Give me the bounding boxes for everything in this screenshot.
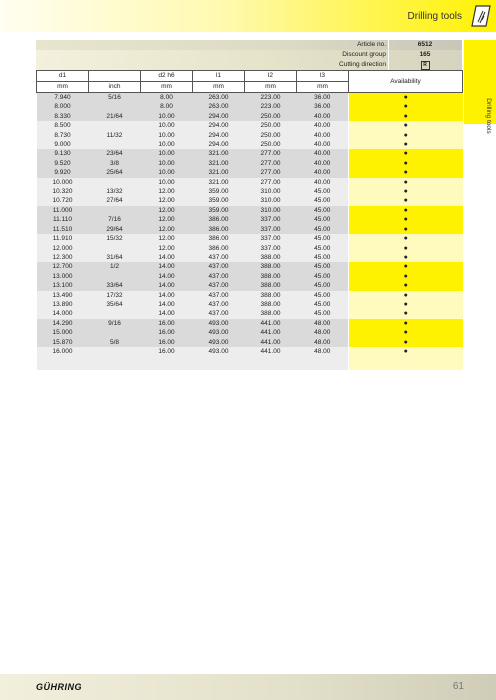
table-cell: 359.00: [193, 206, 245, 215]
table-cell: 40.00: [297, 168, 349, 177]
table-cell: 223.00: [245, 102, 297, 111]
unit-l2: mm: [245, 82, 297, 93]
table-cell: 10.00: [141, 168, 193, 177]
col-header-d2: d2 h6: [141, 71, 193, 82]
availability-dot-icon: ●: [403, 310, 408, 318]
cutting-row: [36, 60, 462, 70]
availability-dot-icon: ●: [403, 253, 408, 261]
availability-dot-icon: ●: [403, 169, 408, 177]
availability-cell: [349, 178, 463, 187]
table-row: [37, 159, 463, 168]
table-cell: 10.320: [37, 187, 89, 196]
table-cell: 16.000: [37, 347, 89, 356]
page-number: 61: [452, 681, 464, 692]
table-row: [37, 272, 463, 281]
table-row: [37, 262, 463, 271]
table-cell: 8.00: [141, 102, 193, 111]
table-filler-row: [37, 356, 463, 370]
table-row: [37, 215, 463, 224]
table-row: [37, 112, 463, 121]
table-cell: 14.00: [141, 300, 193, 309]
table-cell: 12.700: [37, 262, 89, 271]
availability-dot-icon: ●: [403, 263, 408, 271]
table-row: [37, 309, 463, 318]
discount-label: Discount group: [342, 51, 386, 58]
availability-dot-icon: ●: [403, 131, 408, 139]
table-row: [37, 328, 463, 337]
table-cell: 337.00: [245, 215, 297, 224]
table-cell: 15.000: [37, 328, 89, 337]
table-cell: 14.00: [141, 262, 193, 271]
table-cell: 11.110: [37, 215, 89, 224]
table-cell: [89, 121, 141, 130]
table-cell: 16.00: [141, 328, 193, 337]
table-cell: 15/32: [89, 234, 141, 243]
dimensions-table: [36, 70, 463, 370]
table-row: [37, 140, 463, 149]
table-cell: 388.00: [245, 272, 297, 281]
availability-cell: [349, 234, 463, 243]
col-header-availability: Availability: [349, 71, 463, 93]
availability-dot-icon: ●: [403, 150, 408, 158]
table-cell: 388.00: [245, 253, 297, 262]
table-cell: 48.00: [297, 347, 349, 356]
availability-cell: [349, 159, 463, 168]
table-cell: 5/8: [89, 338, 141, 347]
table-row: [37, 149, 463, 158]
table-cell: 45.00: [297, 272, 349, 281]
table-cell: 29/64: [89, 225, 141, 234]
article-value: 6512: [417, 41, 433, 48]
table-cell: 250.00: [245, 131, 297, 140]
table-cell: 437.00: [193, 300, 245, 309]
table-filler-cell: [193, 356, 245, 370]
table-cell: 12.00: [141, 206, 193, 215]
availability-dot-icon: ●: [403, 329, 408, 337]
availability-dot-icon: ●: [403, 188, 408, 196]
table-cell: 45.00: [297, 234, 349, 243]
table-cell: 10.00: [141, 159, 193, 168]
article-row: [36, 40, 462, 50]
table-cell: 10.00: [141, 131, 193, 140]
table-cell: 27/64: [89, 196, 141, 205]
availability-cell: [349, 300, 463, 309]
table-cell: 437.00: [193, 309, 245, 318]
table-cell: 36.00: [297, 93, 349, 103]
table-cell: 359.00: [193, 187, 245, 196]
table-cell: 10.720: [37, 196, 89, 205]
table-cell: 294.00: [193, 140, 245, 149]
table-cell: 7/16: [89, 215, 141, 224]
side-tab-label: Drilling tools: [485, 98, 492, 134]
table-cell: 9/16: [89, 319, 141, 328]
availability-cell: [349, 347, 463, 356]
col-header-l1: l1: [193, 71, 245, 82]
table-cell: 441.00: [245, 328, 297, 337]
table-cell: 337.00: [245, 225, 297, 234]
table-cell: [89, 272, 141, 281]
table-cell: 33/64: [89, 281, 141, 290]
table-filler-cell: [245, 356, 297, 370]
table-row: [37, 244, 463, 253]
table-cell: 1/2: [89, 262, 141, 271]
table-cell: 386.00: [193, 234, 245, 243]
table-cell: 14.00: [141, 281, 193, 290]
table-cell: 437.00: [193, 262, 245, 271]
table-cell: 40.00: [297, 140, 349, 149]
cutting-value: R: [421, 61, 430, 70]
table-cell: [89, 244, 141, 253]
availability-dot-icon: ●: [403, 216, 408, 224]
table-cell: 310.00: [245, 206, 297, 215]
table-cell: 321.00: [193, 168, 245, 177]
table-cell: 8.330: [37, 112, 89, 121]
table-filler-cell: [89, 356, 141, 370]
table-cell: 9.130: [37, 149, 89, 158]
table-cell: 35/64: [89, 300, 141, 309]
availability-cell: [349, 112, 463, 121]
table-cell: 8.00: [141, 93, 193, 103]
table-cell: 10.00: [141, 112, 193, 121]
table-row: [37, 253, 463, 262]
table-row: [37, 178, 463, 187]
table-cell: 223.00: [245, 93, 297, 103]
table-cell: 12.00: [141, 187, 193, 196]
availability-dot-icon: ●: [403, 282, 408, 290]
availability-cell: [349, 319, 463, 328]
table-row: [37, 225, 463, 234]
table-cell: 9.520: [37, 159, 89, 168]
table-cell: 493.00: [193, 347, 245, 356]
table-filler-cell: [349, 356, 463, 370]
col-header-l2: l2: [245, 71, 297, 82]
table-cell: 10.000: [37, 178, 89, 187]
availability-cell: [349, 102, 463, 111]
availability-cell: [349, 149, 463, 158]
table-row: [37, 187, 463, 196]
table-cell: 14.00: [141, 291, 193, 300]
table-cell: 359.00: [193, 196, 245, 205]
availability-cell: [349, 168, 463, 177]
table-row: [37, 131, 463, 140]
top-banner: [0, 0, 496, 32]
availability-dot-icon: ●: [403, 178, 408, 186]
table-cell: 12.00: [141, 244, 193, 253]
brand-logo: GÜHRING: [36, 682, 82, 692]
table-body: [37, 93, 463, 371]
availability-dot-icon: ●: [403, 122, 408, 130]
table-cell: 250.00: [245, 140, 297, 149]
table-row: [37, 347, 463, 356]
table-cell: 40.00: [297, 131, 349, 140]
col-header-d1: d1: [37, 71, 89, 82]
table-cell: 17/32: [89, 291, 141, 300]
article-label: Article no.: [357, 41, 386, 48]
table-cell: 13.490: [37, 291, 89, 300]
table-cell: 10.00: [141, 121, 193, 130]
availability-dot-icon: ●: [403, 225, 408, 233]
table-cell: 16.00: [141, 319, 193, 328]
availability-dot-icon: ●: [403, 141, 408, 149]
table-cell: 48.00: [297, 338, 349, 347]
table-cell: 12.00: [141, 225, 193, 234]
table-cell: 14.290: [37, 319, 89, 328]
table-cell: 12.300: [37, 253, 89, 262]
discount-row: [36, 50, 462, 60]
availability-cell: [349, 262, 463, 271]
availability-cell: [349, 215, 463, 224]
table-cell: 45.00: [297, 262, 349, 271]
table-cell: 45.00: [297, 300, 349, 309]
table-cell: 25/64: [89, 168, 141, 177]
cutting-direction-icon: [388, 61, 462, 70]
table-cell: 11.510: [37, 225, 89, 234]
table-cell: [89, 206, 141, 215]
table-cell: 40.00: [297, 149, 349, 158]
table-cell: 13/32: [89, 187, 141, 196]
table-cell: 294.00: [193, 112, 245, 121]
table-cell: 40.00: [297, 112, 349, 121]
table-cell: 48.00: [297, 328, 349, 337]
table-cell: 13.100: [37, 281, 89, 290]
table-row: [37, 196, 463, 205]
table-cell: 45.00: [297, 187, 349, 196]
table-cell: 493.00: [193, 319, 245, 328]
availability-cell: [349, 121, 463, 130]
table-cell: 310.00: [245, 187, 297, 196]
table-cell: 277.00: [245, 178, 297, 187]
table-cell: 388.00: [245, 281, 297, 290]
table-cell: 437.00: [193, 291, 245, 300]
table-row: [37, 93, 463, 103]
table-cell: 16.00: [141, 338, 193, 347]
table-cell: 40.00: [297, 121, 349, 130]
table-row: [37, 102, 463, 111]
availability-cell: [349, 253, 463, 262]
table-cell: 7.940: [37, 93, 89, 103]
table-cell: 45.00: [297, 196, 349, 205]
table-cell: 14.00: [141, 272, 193, 281]
table-cell: 493.00: [193, 328, 245, 337]
table-cell: 8.730: [37, 131, 89, 140]
table-cell: 386.00: [193, 225, 245, 234]
table-row: [37, 234, 463, 243]
table-cell: 45.00: [297, 225, 349, 234]
availability-cell: [349, 93, 463, 103]
table-row: [37, 300, 463, 309]
availability-dot-icon: ●: [403, 159, 408, 167]
table-cell: 13.890: [37, 300, 89, 309]
col-header-l3: l3: [297, 71, 349, 82]
table-cell: 441.00: [245, 338, 297, 347]
unit-d2: mm: [141, 82, 193, 93]
footer-bar: [0, 674, 496, 700]
table-cell: 10.00: [141, 178, 193, 187]
table-cell: 45.00: [297, 281, 349, 290]
table-cell: 294.00: [193, 121, 245, 130]
availability-dot-icon: ●: [403, 197, 408, 205]
col-header-blank: [89, 71, 141, 82]
table-cell: 14.00: [141, 253, 193, 262]
table-cell: 12.00: [141, 215, 193, 224]
table-cell: 9.920: [37, 168, 89, 177]
table-row: [37, 206, 463, 215]
table-cell: 441.00: [245, 319, 297, 328]
table-row: [37, 281, 463, 290]
availability-cell: [349, 328, 463, 337]
availability-cell: [349, 291, 463, 300]
table-cell: 250.00: [245, 121, 297, 130]
table-cell: 13.000: [37, 272, 89, 281]
availability-cell: [349, 140, 463, 149]
table-cell: 321.00: [193, 178, 245, 187]
table-cell: [89, 140, 141, 149]
table-cell: 437.00: [193, 281, 245, 290]
table-cell: 321.00: [193, 149, 245, 158]
availability-cell: [349, 206, 463, 215]
table-cell: [89, 178, 141, 187]
unit-inch: inch: [89, 82, 141, 93]
table-cell: [89, 309, 141, 318]
table-cell: 40.00: [297, 178, 349, 187]
table-cell: 16.00: [141, 347, 193, 356]
availability-cell: [349, 272, 463, 281]
table-cell: 12.00: [141, 196, 193, 205]
table-row: [37, 319, 463, 328]
table-cell: 45.00: [297, 291, 349, 300]
availability-cell: [349, 338, 463, 347]
table-cell: 8.000: [37, 102, 89, 111]
table-cell: 31/64: [89, 253, 141, 262]
table-header-row: [37, 71, 463, 82]
table-cell: 23/64: [89, 149, 141, 158]
table-cell: 21/64: [89, 112, 141, 121]
table-cell: 40.00: [297, 159, 349, 168]
table-cell: 263.00: [193, 102, 245, 111]
availability-cell: [349, 187, 463, 196]
availability-dot-icon: ●: [403, 112, 408, 120]
table-row: [37, 168, 463, 177]
table-cell: 277.00: [245, 168, 297, 177]
table-cell: 3/8: [89, 159, 141, 168]
availability-cell: [349, 309, 463, 318]
table-cell: 437.00: [193, 272, 245, 281]
unit-l3: mm: [297, 82, 349, 93]
table-cell: 36.00: [297, 102, 349, 111]
table-cell: 12.00: [141, 234, 193, 243]
section-title: Drilling tools: [407, 11, 462, 22]
table-cell: 321.00: [193, 159, 245, 168]
availability-dot-icon: ●: [403, 235, 408, 243]
table-cell: 277.00: [245, 149, 297, 158]
table-cell: 11.910: [37, 234, 89, 243]
table-cell: 294.00: [193, 131, 245, 140]
table-cell: 388.00: [245, 291, 297, 300]
availability-dot-icon: ●: [403, 272, 408, 280]
table-cell: 493.00: [193, 338, 245, 347]
availability-dot-icon: ●: [403, 206, 408, 214]
availability-dot-icon: ●: [403, 94, 408, 101]
table-cell: 386.00: [193, 215, 245, 224]
table-cell: [89, 102, 141, 111]
availability-cell: [349, 131, 463, 140]
table-cell: 14.000: [37, 309, 89, 318]
table-filler-cell: [141, 356, 193, 370]
availability-cell: [349, 196, 463, 205]
cutting-label: Cutting direction: [339, 61, 386, 68]
table-cell: 277.00: [245, 159, 297, 168]
discount-value: 165: [419, 51, 431, 58]
table-row: [37, 338, 463, 347]
table-cell: 10.00: [141, 140, 193, 149]
table-cell: 45.00: [297, 309, 349, 318]
availability-dot-icon: ●: [403, 347, 408, 355]
availability-dot-icon: ●: [403, 244, 408, 252]
availability-dot-icon: ●: [403, 103, 408, 111]
table-cell: 310.00: [245, 196, 297, 205]
table-cell: 45.00: [297, 253, 349, 262]
availability-cell: [349, 244, 463, 253]
table-cell: 437.00: [193, 253, 245, 262]
availability-dot-icon: ●: [403, 338, 408, 346]
product-sheet: [36, 40, 462, 370]
table-filler-cell: [297, 356, 349, 370]
availability-dot-icon: ●: [403, 319, 408, 327]
table-cell: 388.00: [245, 262, 297, 271]
table-cell: 45.00: [297, 215, 349, 224]
table-cell: 48.00: [297, 319, 349, 328]
table-cell: 388.00: [245, 300, 297, 309]
table-row: [37, 291, 463, 300]
table-cell: 15.870: [37, 338, 89, 347]
table-cell: 9.000: [37, 140, 89, 149]
drill-bit-badge-icon: [470, 5, 492, 27]
unit-d1: mm: [37, 82, 89, 93]
table-cell: 12.000: [37, 244, 89, 253]
table-cell: 5/16: [89, 93, 141, 103]
side-tab[interactable]: [464, 40, 496, 134]
table-cell: [89, 347, 141, 356]
table-cell: 263.00: [193, 93, 245, 103]
table-row: [37, 121, 463, 130]
availability-dot-icon: ●: [403, 291, 408, 299]
table-cell: 45.00: [297, 244, 349, 253]
table-cell: 386.00: [193, 244, 245, 253]
unit-l1: mm: [193, 82, 245, 93]
table-filler-cell: [37, 356, 89, 370]
table-cell: 337.00: [245, 234, 297, 243]
table-cell: 441.00: [245, 347, 297, 356]
table-cell: 14.00: [141, 309, 193, 318]
availability-cell: [349, 281, 463, 290]
table-cell: 11.000: [37, 206, 89, 215]
table-cell: 388.00: [245, 309, 297, 318]
table-cell: [89, 328, 141, 337]
table-cell: 45.00: [297, 206, 349, 215]
table-cell: 10.00: [141, 149, 193, 158]
table-cell: 250.00: [245, 112, 297, 121]
table-cell: 337.00: [245, 244, 297, 253]
availability-dot-icon: ●: [403, 300, 408, 308]
table-cell: 8.500: [37, 121, 89, 130]
table-cell: 11/32: [89, 131, 141, 140]
availability-cell: [349, 225, 463, 234]
